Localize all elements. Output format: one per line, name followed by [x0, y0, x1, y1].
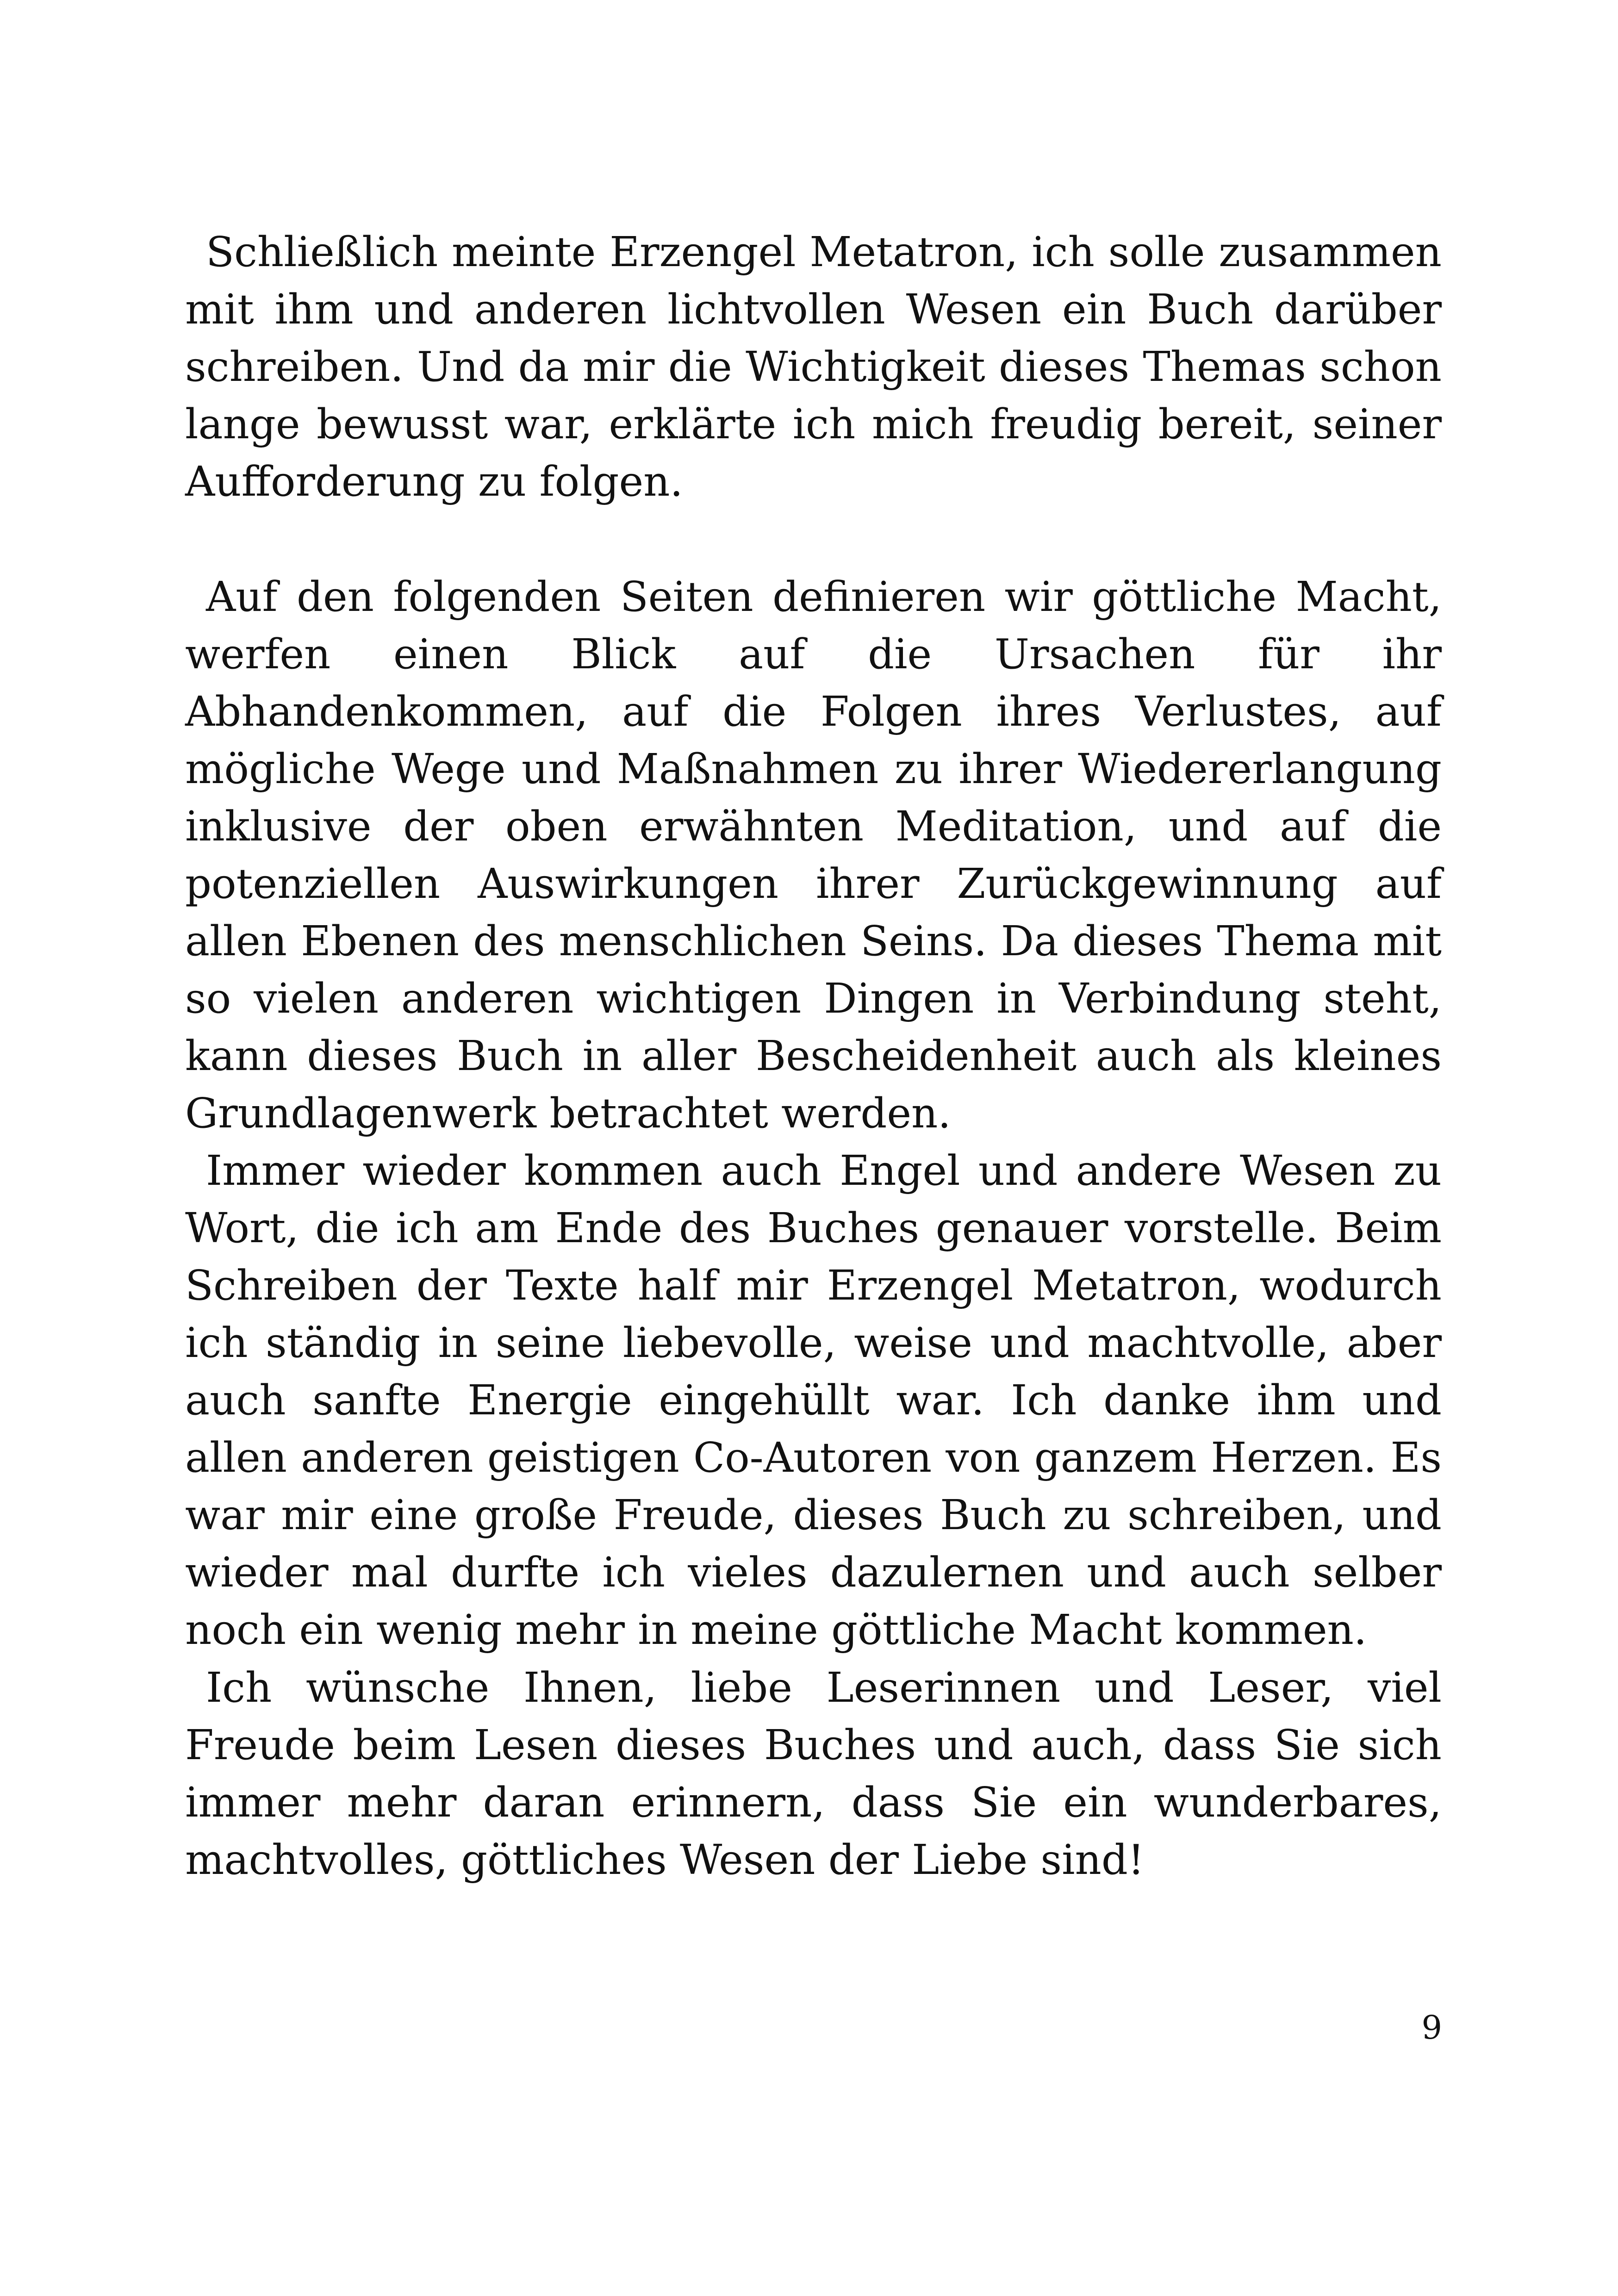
- paragraph-1-container: [185, 223, 1442, 510]
- paragraph-2-container: [185, 568, 1442, 1142]
- paragraph-4-container: [185, 1659, 1442, 1888]
- paragraph-2: Auf den folgenden Seiten definieren wir göttliche Macht, werfen einen Blick auf die Ursachen für ihr Abhandenkommen, auf die Folgen ihres Verlustes, auf mögliche Wege und Maßnahmen zu ihrer Wiedererlangung inklusive der oben erwähnten Meditation, und auf die potenziellen Auswirkungen ihrer Zurückgewinnung auf allen Ebenen des menschlichen Seins. Da dieses Thema mit so vielen anderen wichtigen Dingen in Verbindung steht, kann dieses Buch in aller Bescheidenheit auch als kleines Grundlagenwerk betrachtet werden.: [185, 572, 1442, 1137]
- paragraph-4: Ich wünsche Ihnen, liebe Leserinnen und Leser, viel Freude beim Lesen dieses Buches und auch, dass Sie sich immer mehr daran erinnern, dass Sie ein wunderbares, machtvolles, göttliches Wesen der Liebe sind!: [185, 1663, 1442, 1884]
- paragraph-1: Schließlich meinte Erzengel Metatron, ich solle zusammen mit ihm und anderen lichtvollen Wesen ein Buch darüber schreiben. Und da mir die Wichtigkeit dieses Themas schon lange bewusst war, erklärte ich mich freudig bereit, seiner Aufforderung zu folgen.: [185, 228, 1442, 505]
- page-number: 9: [1421, 2009, 1442, 2047]
- paragraph-3-container: [185, 1142, 1442, 1658]
- paragraph-3: Immer wieder kommen auch Engel und andere Wesen zu Wort, die ich am Ende des Buches genauer vorstelle. Beim Schreiben der Texte half mir Erzengel Metatron, wodurch ich ständig in seine liebevolle, weise und machtvolle, aber auch sanfte Energie eingehüllt war. Ich danke ihm und allen anderen geistigen Co-Autoren von ganzem Herzen. Es war mir eine große Freude, dieses Buch zu schreiben, und wieder mal durfte ich vieles dazulernen und auch selber noch ein wenig mehr in meine göttliche Macht kommen.: [185, 1146, 1442, 1654]
